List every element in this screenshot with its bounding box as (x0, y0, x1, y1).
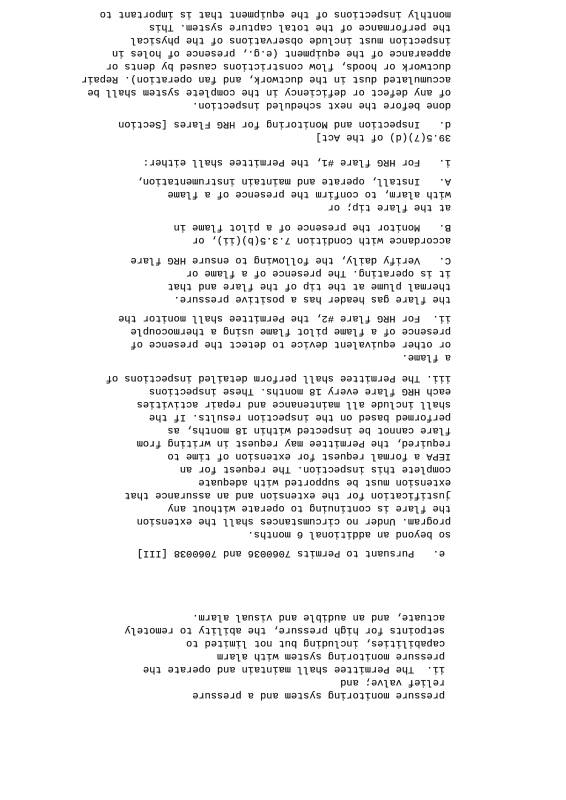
text-line: the flare is continuing to operate without any (167, 502, 451, 513)
text-line: IEPA a formal request for extension of time to (167, 450, 451, 461)
text-line: at the flare tip; or (327, 201, 451, 212)
text-line: it is operating. The presence of a flame or (185, 267, 451, 278)
text-line: a flame. (401, 351, 451, 362)
text-line: actuate, and an audible and visual alarm. (192, 611, 445, 622)
text-line: performed based on the inspection results. If the (148, 411, 451, 422)
text-line: d. Inspection and Monitoring for HRG Flares [Section (118, 118, 451, 129)
text-line: accordance with Condition 7.3.5(b)(ii), or (192, 234, 451, 245)
text-line: pressure monitoring system and a pressure (192, 689, 445, 700)
text-line: program. Under no circumstances shall the extension (136, 515, 451, 526)
text-line: thermal plume at the tip of the flare and that (167, 280, 451, 291)
text-line: appearance of the equipment (e.g., presence of holes in (112, 47, 451, 58)
text-line: e. Pursuant to Permits 7060036 and 7060038 [III] (136, 547, 445, 558)
text-line: flare cannot be inspected within 18 months, as (167, 424, 451, 435)
text-line: accumulated dust in the ductwork, and fan operation). Repair (81, 73, 451, 84)
text-line: required, the Permittee may request in writing from (136, 437, 451, 448)
text-line: the flare gas header has a positive pressure. (173, 293, 451, 304)
text-line: monthly inspections of the equipment that is important to (99, 8, 451, 19)
text-line: iii. The Permittee shall perform detailed inspections of (105, 372, 451, 383)
text-line: done before the next scheduled inspection. (192, 99, 451, 110)
text-line: the performance of the total capture system. This (148, 21, 451, 32)
text-line: with alarm, to confirm the presence of a flame (167, 188, 451, 199)
text-line: pressure monitoring system with alarm (216, 650, 445, 661)
text-line: inspection must include observations of the physical (130, 34, 451, 45)
text-line: ductwork or hoods, flow constrictions caused by dents or (105, 60, 451, 71)
text-line: presence of a flame pilot flame using a thermocouple (130, 325, 451, 336)
text-line: i. For HRG flare #1, the Permittee shall either: (142, 156, 451, 167)
text-line: justification for the extension and an assurance that (124, 489, 451, 500)
text-line: relief valve; and (340, 676, 445, 687)
text-line: or other equivalent device to detect the presence of (130, 338, 451, 349)
text-line: setpoints for high pressure, the ability to remotely (124, 624, 445, 635)
text-line: complete this inspection. The request for an (179, 463, 451, 474)
text-line: of any defect or deficiency in the complete system shall be (87, 86, 451, 97)
text-line: ii. For HRG flare #2, the Permittee shall monitor the (118, 312, 451, 323)
text-line: A. Install, operate and maintain instrumentation, (136, 175, 451, 186)
text-line: 39.5(7)(d) of the Act] (315, 131, 451, 142)
text-line: capabilities, including but not limited to (186, 637, 445, 648)
text-line: extension must be supported with adequate (198, 476, 451, 487)
text-line: ii. The Permittee shall maintain and operate the (142, 663, 445, 674)
text-line: shall include all maintenance and repair activities (136, 398, 451, 409)
text-line: so beyond an additional 6 months. (247, 528, 451, 539)
text-line: B. Monitor the presence of a pilot flame in (173, 221, 451, 232)
text-line: each HRG flare every 18 months. These inspections (148, 385, 451, 396)
text-line: C. Verify daily, the following to ensure HRG flare (130, 254, 451, 265)
